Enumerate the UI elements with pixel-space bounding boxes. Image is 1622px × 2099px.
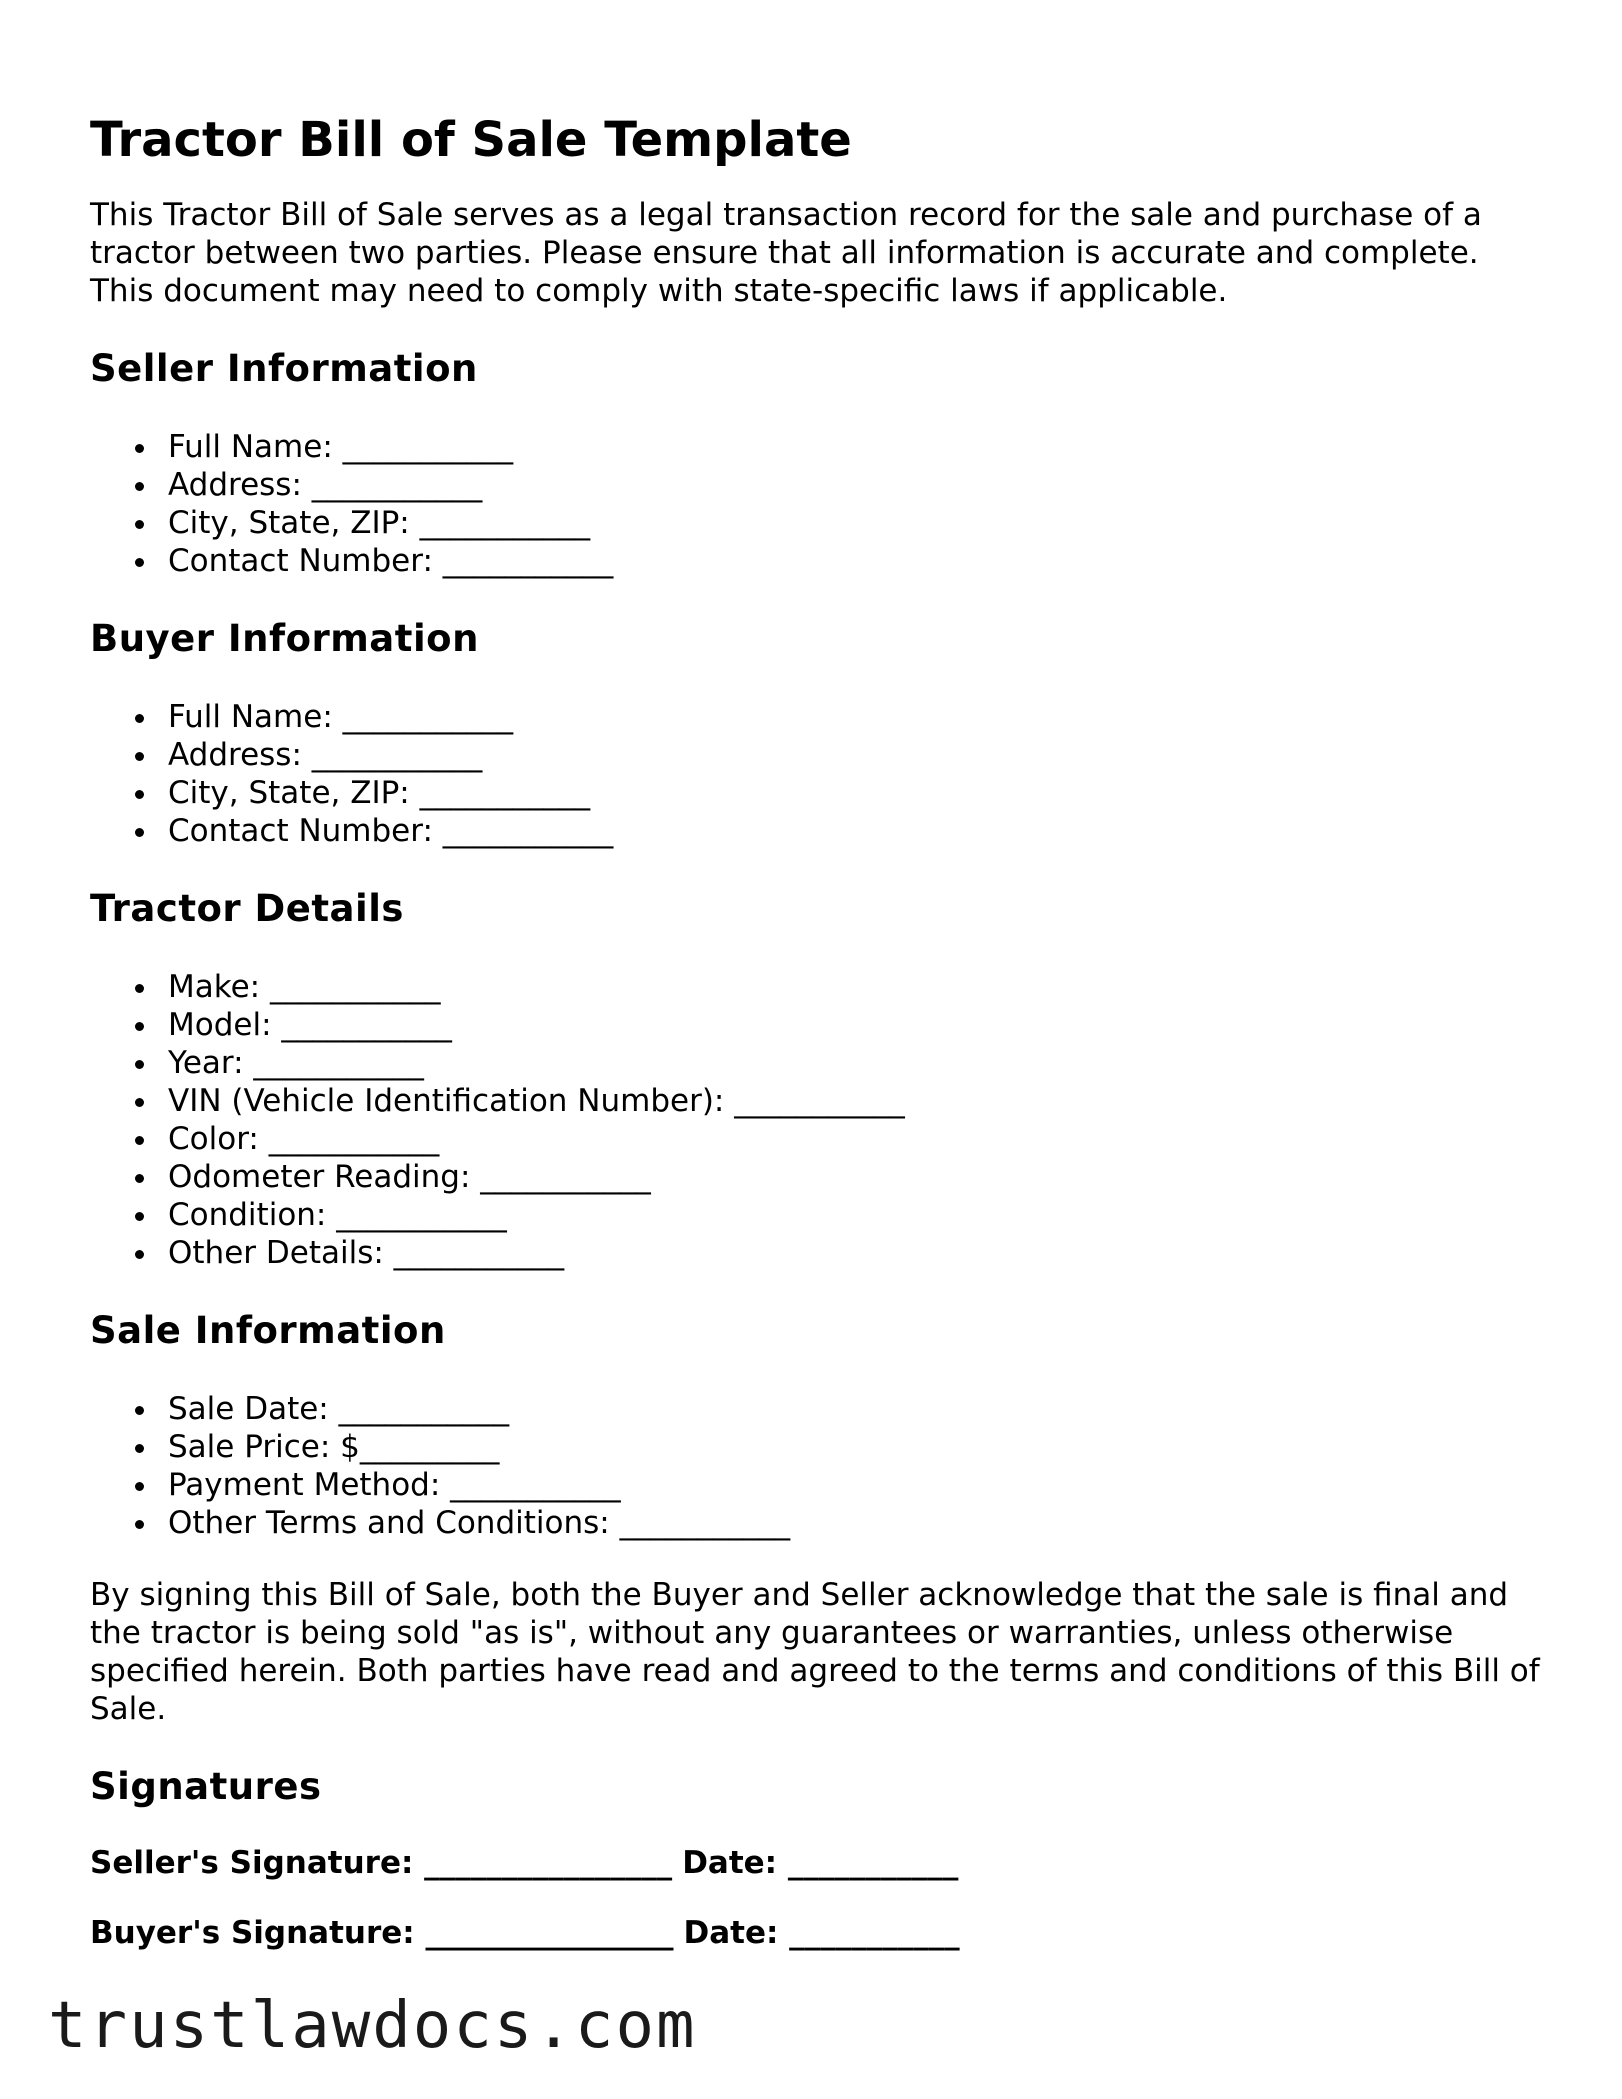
seller-address-field[interactable]: Address: ___________ xyxy=(135,466,1550,504)
seller-fields-list xyxy=(90,428,1550,580)
signatures-section-heading: Signatures xyxy=(90,1765,322,1808)
sale-section-heading: Sale Information xyxy=(90,1309,446,1352)
tractor-vin-field[interactable]: VIN (Vehicle Identification Number): ___________ xyxy=(135,1082,1550,1120)
bullet-icon xyxy=(135,1482,144,1491)
buyer-full-name-field[interactable]: Full Name: ___________ xyxy=(135,698,1550,736)
bullet-icon xyxy=(135,520,144,529)
bullet-icon xyxy=(135,1098,144,1107)
bullet-icon xyxy=(135,1444,144,1453)
buyer-signature-label: Buyer's Signature: ________________ xyxy=(90,1915,674,1951)
buyer-section-heading: Buyer Information xyxy=(90,617,479,660)
buyer-signature-date: Date: ___________ xyxy=(683,1915,960,1951)
bullet-icon xyxy=(135,790,144,799)
tractor-section-heading: Tractor Details xyxy=(90,887,404,930)
tractor-other-details-field[interactable]: Other Details: ___________ xyxy=(135,1234,1550,1272)
tractor-condition-field[interactable]: Condition: ___________ xyxy=(135,1196,1550,1234)
document-page xyxy=(90,108,1550,1952)
tractor-fields-list xyxy=(90,968,1550,1272)
seller-city-state-zip-field[interactable]: City, State, ZIP: ___________ xyxy=(135,504,1550,542)
bullet-icon xyxy=(135,1406,144,1415)
seller-signature-label: Seller's Signature: ________________ xyxy=(90,1845,673,1881)
bullet-icon xyxy=(135,1174,144,1183)
tractor-make-field[interactable]: Make: ___________ xyxy=(135,968,1550,1006)
sale-price-field[interactable]: Sale Price: $_________ xyxy=(135,1428,1550,1466)
bullet-icon xyxy=(135,558,144,567)
payment-method-field[interactable]: Payment Method: ___________ xyxy=(135,1466,1550,1504)
page-title: Tractor Bill of Sale Template xyxy=(90,112,852,168)
seller-full-name-field[interactable]: Full Name: ___________ xyxy=(135,428,1550,466)
watermark-text: trustlawdocs.com xyxy=(48,1989,697,2063)
acknowledgment-paragraph: By signing this Bill of Sale, both the Buyer and Seller acknowledge that the sale is final and the tractor is being sold "as is", without any guarantees or warranties, unless otherwise specified herein. Both parties have read and agreed to the terms and conditions of this Bill of Sale. xyxy=(90,1577,1540,1727)
buyer-city-state-zip-field[interactable]: City, State, ZIP: ___________ xyxy=(135,774,1550,812)
bullet-icon xyxy=(135,1136,144,1145)
bullet-icon xyxy=(135,1022,144,1031)
buyer-signature-line[interactable] xyxy=(90,1914,1550,1952)
buyer-contact-number-field[interactable]: Contact Number: ___________ xyxy=(135,812,1550,850)
tractor-model-field[interactable]: Model: ___________ xyxy=(135,1006,1550,1044)
sale-fields-list xyxy=(90,1390,1550,1542)
bullet-icon xyxy=(135,444,144,453)
bullet-icon xyxy=(135,1212,144,1221)
seller-signature-date: Date: ___________ xyxy=(682,1845,959,1881)
seller-signature-line[interactable] xyxy=(90,1844,1550,1882)
bullet-icon xyxy=(135,1250,144,1259)
bullet-icon xyxy=(135,984,144,993)
buyer-address-field[interactable]: Address: ___________ xyxy=(135,736,1550,774)
sale-date-field[interactable]: Sale Date: ___________ xyxy=(135,1390,1550,1428)
intro-paragraph: This Tractor Bill of Sale serves as a legal transaction record for the sale and purchase of a tractor between two parties. Please ensure that all information is accurate and complete. This document may need to comply with state-specific laws if applicable. xyxy=(90,197,1482,309)
bullet-icon xyxy=(135,482,144,491)
tractor-year-field[interactable]: Year: ___________ xyxy=(135,1044,1550,1082)
bullet-icon xyxy=(135,752,144,761)
bullet-icon xyxy=(135,1520,144,1529)
buyer-fields-list xyxy=(90,698,1550,850)
seller-contact-number-field[interactable]: Contact Number: ___________ xyxy=(135,542,1550,580)
bullet-icon xyxy=(135,714,144,723)
bullet-icon xyxy=(135,1060,144,1069)
seller-section-heading: Seller Information xyxy=(90,347,478,390)
bullet-icon xyxy=(135,828,144,837)
tractor-odometer-field[interactable]: Odometer Reading: ___________ xyxy=(135,1158,1550,1196)
tractor-color-field[interactable]: Color: ___________ xyxy=(135,1120,1550,1158)
other-terms-field[interactable]: Other Terms and Conditions: ___________ xyxy=(135,1504,1550,1542)
